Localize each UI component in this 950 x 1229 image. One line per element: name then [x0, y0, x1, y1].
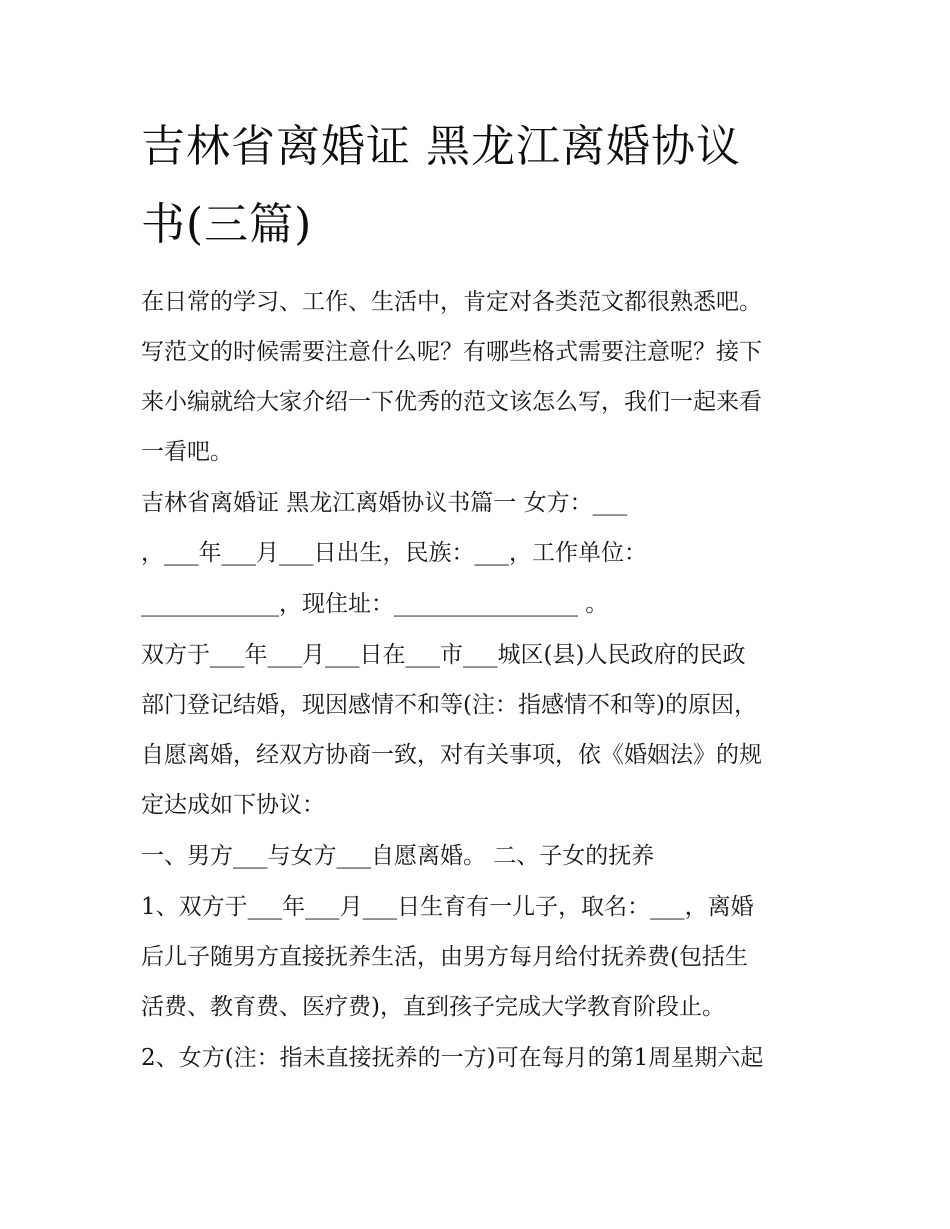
intro-line-1: 在日常的学习、工作、生活中，肯定对各类范文都很熟悉吧。 [141, 289, 762, 315]
document-title [141, 108, 841, 264]
personal-info-line: ，___年___月___日出生，民族：___，工作单位： [141, 540, 647, 566]
intro-line-2: 写范文的时候需要注意什么呢？有哪些格式需要注意呢？接下 [141, 339, 762, 365]
child-support-line-3: 活费、教育费、医疗费)，直到孩子完成大学教育阶段止。 [141, 994, 725, 1020]
marriage-paragraph-line-3: 自愿离婚，经双方协商一致，对有关事项，依《婚姻法》的规 [141, 742, 762, 768]
intro-line-3: 来小编就给大家介绍一下优秀的范文该怎么写，我们一起来看 [141, 389, 762, 415]
clause-one-line: 一、男方___与女方___自愿离婚。 二、子女的抚养 [141, 843, 655, 869]
title-line-1: 吉林省离婚证 黑龙江离婚协议 [141, 121, 741, 172]
marriage-paragraph-line-4: 定达成如下协议： [141, 792, 325, 818]
intro-line-4: 一看吧。 [141, 439, 233, 465]
marriage-paragraph-line-2: 部门登记结婚，现因感情不和等(注：指感情不和等)的原因， [141, 692, 757, 718]
address-line: ____________，现住址：________________ 。 [141, 591, 609, 617]
child-support-line-2: 后儿子随男方直接抚养生活，由男方每月给付抚养费(包括生 [141, 944, 748, 970]
child-support-line-1: 1、双方于___年___月___日生育有一儿子，取名：___，离婚 [141, 894, 754, 920]
title-line-2: 书(三篇) [141, 199, 313, 250]
agreement-heading-line: 吉林省离婚证 黑龙江离婚协议书篇一 女方：___ [141, 490, 628, 516]
visitation-line: 2、女方(注：指未直接抚养的一方)可在每月的第1周星期六起 [141, 1045, 764, 1071]
marriage-paragraph-line-1: 双方于___年___月___日在___市___城区(县)人民政府的民政 [141, 642, 746, 668]
